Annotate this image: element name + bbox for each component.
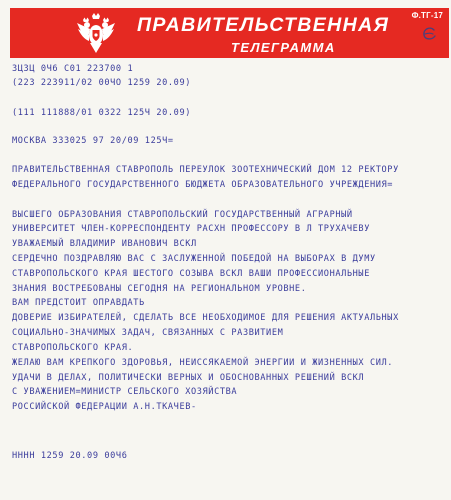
service-line-2: (223 223911/02 00ЧО 1259 20.09) <box>12 78 191 88</box>
telegram-subtitle: ТЕЛЕГРАММА <box>231 40 336 55</box>
telegram-header-band <box>10 8 449 58</box>
telegram-title: ПРАВИТЕЛЬСТВЕННАЯ <box>137 14 390 36</box>
footer-line: НННН 1259 20.09 00Ч6 <box>12 451 128 461</box>
message-line: ДОВЕРИЕ ИЗБИРАТЕЛЕЙ, СДЕЛАТЬ ВСЕ НЕОБХОДИМОЕ ДЛЯ РЕШЕНИЯ АКТУАЛЬНЫХ <box>12 313 399 323</box>
message-line: ЗНАНИЯ ВОСТРЕБОВАНЫ СЕГОДНЯ НА РЕГИОНАЛЬНОМ УРОВНЕ. <box>12 284 307 294</box>
message-line: СТАВРОПОЛЬСКОГО КРАЯ ШЕСТОГО СОЗЫВА ВСКЛ ВАШИ ПРОФЕССИОНАЛЬНЫЕ <box>12 269 370 279</box>
service-line-3: (111 111888/01 0З22 125Ч 20.09) <box>12 108 191 118</box>
form-code: Ф.ТГ-17 <box>411 11 443 20</box>
message-line: ПРАВИТЕЛЬСТВЕННАЯ СТАВРОПОЛЬ ПЕРЕУЛОК ЗООТЕХНИЧЕСКИЙ ДОМ 12 РЕКТОРУ <box>12 165 399 175</box>
message-line: С УВАЖЕНИЕМ=МИНИСТР СЕЛЬСКОГО ХОЗЯЙСТВА <box>12 387 238 397</box>
message-line: УНИВЕРСИТЕТ ЧЛЕН-КОРРЕСПОНДЕНТУ РАСХН ПРОФЕССОРУ В Л ТРУХАЧЕВУ <box>12 224 370 234</box>
message-line: ФЕДЕРАЛЬНОГО ГОСУДАРСТВЕННОГО БЮДЖЕТА ОБРАЗОВАТЕЛЬНОГО УЧРЕЖДЕНИЯ= <box>12 180 394 190</box>
coat-of-arms-icon <box>74 11 118 55</box>
handwritten-mark <box>420 25 438 43</box>
message-line: ВАМ ПРЕДСТОИТ ОПРАВДАТЬ <box>12 298 145 308</box>
message-line: СЕРДЕЧНО ПОЗДРАВЛЯЮ ВАС С ЗАСЛУЖЕННОЙ ПОБЕДОЙ НА ВЫБОРАХ В ДУМУ <box>12 254 376 264</box>
signature-line: РОССИЙСКОЙ ФЕДЕРАЦИИ А.Н.ТКАЧЕВ- <box>12 402 197 412</box>
message-line: ЖЕЛАЮ ВАМ КРЕПКОГО ЗДОРОВЬЯ, НЕИССЯКАЕМОЙ ЭНЕРГИИ И ЖИЗНЕННЫХ СИЛ. <box>12 358 394 368</box>
service-line-1: 3ЦЗЦ 0Ч6 С01 223700 1 <box>12 64 134 74</box>
message-line: ВЫСШЕГО ОБРАЗОВАНИЯ СТАВРОПОЛЬСКИЙ ГОСУДАРСТВЕННЫЙ АГРАРНЫЙ <box>12 210 353 220</box>
message-line: СТАВРОПОЛЬСКОГО КРАЯ. <box>12 343 134 353</box>
message-line: СОЦИАЛЬНО-ЗНАЧИМЫХ ЗАДАЧ, СВЯЗАННЫХ С РАЗВИТИЕМ <box>12 328 284 338</box>
origin-line: МОСКВА 333025 97 20/09 125Ч= <box>12 136 174 146</box>
message-line: УДАЧИ В ДЕЛАХ, ПОЛИТИЧЕСКИ ВЕРНЫХ И ОБОСНОВАННЫХ РЕШЕНИЙ ВСКЛ <box>12 373 365 383</box>
message-line: УВАЖАЕМЫЙ ВЛАДИМИР ИВАНОВИЧ ВСКЛ <box>12 239 197 249</box>
